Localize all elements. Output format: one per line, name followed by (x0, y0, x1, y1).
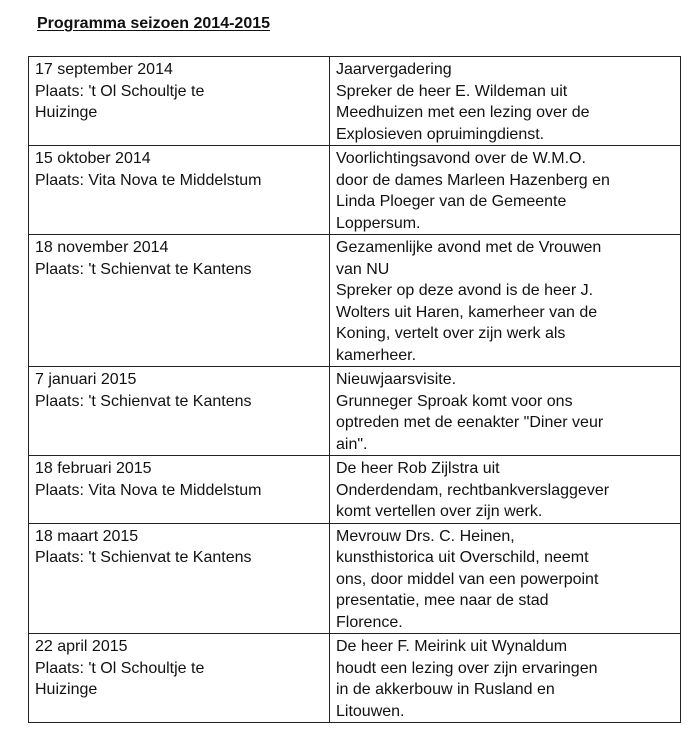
event-description-line: Gezamenlijke avond met de Vrouwen (336, 239, 602, 256)
event-description-line: Onderdendam, rechtbankverslaggever (336, 481, 610, 499)
table-row (29, 146, 681, 235)
date-location-cell (29, 634, 330, 723)
event-description-line: Wolters uit Haren, kamerheer van de (336, 303, 598, 321)
event-description-cell (330, 367, 681, 456)
event-description-line: Spreker de heer E. Wildeman uit (336, 82, 568, 100)
event-date: 18 maart 2015 (35, 527, 139, 545)
event-date: 18 november 2014 (35, 239, 169, 256)
date-location-cell (29, 235, 330, 367)
event-description-line: Grunneger Sproak komt voor ons (336, 392, 573, 410)
event-description-line: Loppersum. (336, 214, 421, 232)
table-row (29, 456, 681, 524)
event-description-cell (330, 235, 681, 367)
table-row (29, 57, 681, 146)
event-description-line: presentatie, mee naar de stad (336, 592, 549, 609)
event-description-line: Voorlichtingsavond over de W.M.O. (336, 150, 586, 167)
event-description-cell (330, 523, 681, 634)
event-description-line: Florence. (336, 613, 403, 631)
event-description-line: Koning, vertelt over zijn werk als (336, 325, 566, 342)
table-row (29, 523, 681, 634)
program-table (28, 56, 681, 723)
event-date: 22 april 2015 (35, 638, 128, 655)
event-description-cell (330, 57, 681, 146)
event-description-line: Litouwen. (336, 702, 405, 720)
event-location: Huizinge (35, 681, 98, 698)
event-description-line: Jaarvergadering (336, 61, 452, 78)
event-location: Plaats: 't Schienvat te Kantens (35, 260, 252, 278)
event-description-line: kamerheer. (336, 346, 417, 364)
event-location: Plaats: 't Ol Schoultje te (35, 659, 205, 677)
event-location: Plaats: 't Schienvat te Kantens (35, 392, 252, 410)
date-location-cell (29, 146, 330, 235)
event-description-line: kunsthistorica uit Overschild, neemt (336, 549, 589, 566)
event-location: Plaats: Vita Nova te Middelstum (35, 171, 262, 189)
table-row (29, 634, 681, 723)
event-date: 17 september 2014 (35, 61, 173, 78)
date-location-cell (29, 523, 330, 634)
event-description-cell (330, 146, 681, 235)
event-description-line: De heer F. Meirink uit Wynaldum (336, 638, 568, 655)
event-description-line: in de akkerbouw in Rusland en (336, 681, 555, 698)
event-description-line: De heer Rob Zijlstra uit (336, 460, 500, 477)
event-date: 18 februari 2015 (35, 460, 152, 477)
document-title: Programma seizoen 2014-2015 (37, 15, 271, 32)
date-location-cell (29, 456, 330, 524)
event-description-line: Linda Ploeger van de Gemeente (336, 193, 567, 210)
event-location: Huizinge (35, 104, 98, 121)
event-description-line: ons, door middel van een powerpoint (336, 570, 599, 588)
event-description-line: komt vertellen over zijn werk. (336, 503, 543, 520)
event-description-line: ain". (336, 435, 368, 453)
event-description-line: optreden met de eenakter "Diner veur (336, 414, 604, 431)
date-location-cell (29, 367, 330, 456)
event-description-line: Nieuwjaarsvisite. (336, 371, 457, 388)
event-date: 15 oktober 2014 (35, 150, 151, 167)
event-description-cell (330, 456, 681, 524)
event-location: Plaats: 't Ol Schoultje te (35, 82, 205, 100)
date-location-cell (29, 57, 330, 146)
event-description-line: van NU (336, 260, 390, 278)
event-description-line: door de dames Marleen Hazenberg en (336, 171, 610, 189)
event-location: Plaats: Vita Nova te Middelstum (35, 481, 262, 499)
event-description-line: houdt een lezing over zijn ervaringen (336, 659, 598, 677)
event-date: 7 januari 2015 (35, 371, 137, 388)
event-location: Plaats: 't Schienvat te Kantens (35, 549, 252, 566)
event-description-line: Mevrouw Drs. C. Heinen, (336, 527, 515, 545)
program-table-body (29, 57, 681, 723)
table-row (29, 235, 681, 367)
event-description-line: Meedhuizen met een lezing over de (336, 104, 590, 121)
event-description-line: Explosieven opruimingdienst. (336, 125, 545, 143)
event-description-line: Spreker op deze avond is de heer J. (336, 282, 594, 299)
event-description-cell (330, 634, 681, 723)
table-row (29, 367, 681, 456)
